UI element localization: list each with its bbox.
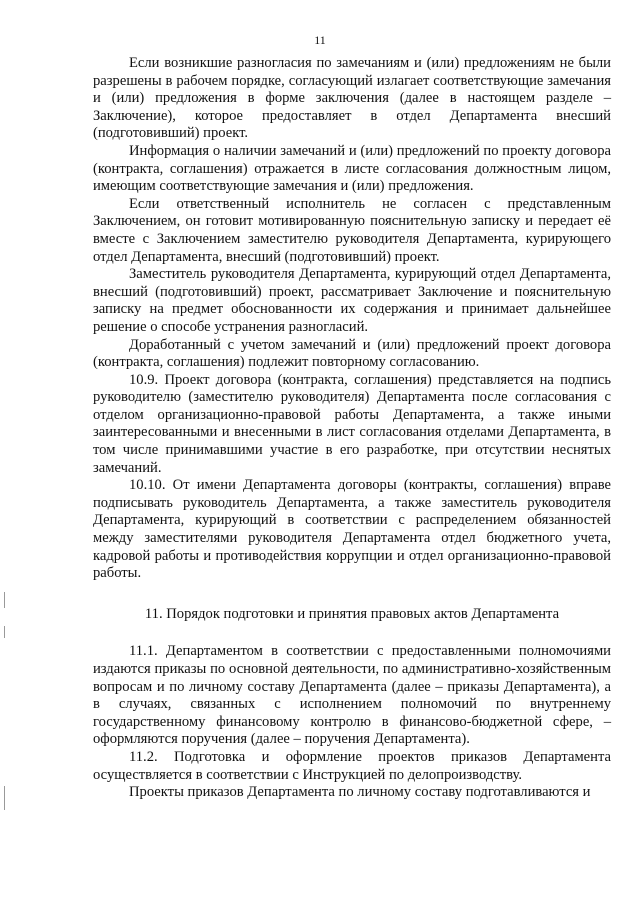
paragraph: Проекты приказов Департамента по личному составу подготавливаются и [129, 784, 591, 801]
paragraph: Если ответственный исполнитель не согласен с представленным Заключением, он готовит мотивированную пояснительную записку и передает её вместе с Заключением заместителю руководителя Департамента, курирующего отдел Департамента, внесший (подготовивший) проект. [93, 195, 611, 265]
page-number: 11 [314, 33, 326, 47]
section-title: 11. Порядок подготовки и принятия правовых актов Департамента [144, 605, 560, 622]
paragraph: 10.9. Проект договора (контракта, соглашения) представляется на подпись руководителю (заместителю руководителя) Департамента после согласования с отделом организационно-правовой работы Департамента, а также иными заинтересованными и внесенными в лист согласования отделами Департамента, в том числе принимавшими участие в его разработке, при отсутствии неснятых замечаний. [93, 371, 611, 476]
paragraph: Если возникшие разногласия по замечаниям и (или) предложениям не были разрешены в рабочем порядке, согласующий излагает соответствующие замечания и (или) предложения в форме заключения (далее в настоящем разделе – Заключение), которое предоставляет в отдел Департамента внесший (подготовивший) проект. [93, 55, 611, 142]
margin-mark [4, 592, 5, 608]
paragraph: 10.10. От имени Департамента договоры (контракты, соглашения) вправе подписывать руководитель Департамента, а также заместитель руководителя Департамента, курирующий в соответствии с распределением обязанностей между заместителями руководителя Департамента отдел бюджетного учета, кадровой работы и противодействия коррупции и отдел организационно-правовой работы. [93, 477, 611, 582]
paragraph: 11.1. Департаментом в соответствии с предоставленными полномочиями издаются приказы по основной деятельности, по административно-хозяйственным вопросам и по личному составу Департамента (далее – приказы Департамента), а в случаях, связанных с исполнением полномочий по внутреннему государственному финансовому контролю в финансово-бюджетной сфере, – оформляются поручения (далее – поручения Департамента). [93, 643, 611, 748]
margin-mark [4, 626, 5, 638]
paragraph: Заместитель руководителя Департамента, курирующий отдел Департамента, внесший (подготовивший) проект, рассматривает Заключение и пояснительную записку на предмет обоснованности их содержания и принимает дальнейшее решение о способе устранения разногласий. [93, 266, 611, 335]
paragraph: 11.2. Подготовка и оформление проектов приказов Департамента осуществляется в соответствии с Инструкцией по делопроизводству. [93, 748, 611, 783]
paragraph: Информация о наличии замечаний и (или) предложений по проекту договора (контракта, соглашения) отражается в листе согласования должностным лицом, имеющим соответствующие замечания и (или) предложения. [93, 142, 611, 195]
margin-mark [4, 786, 5, 810]
document-body [93, 55, 611, 802]
paragraph: Доработанный с учетом замечаний и (или) предложений проект договора (контракта, соглашения) подлежит повторному согласованию. [93, 336, 611, 371]
